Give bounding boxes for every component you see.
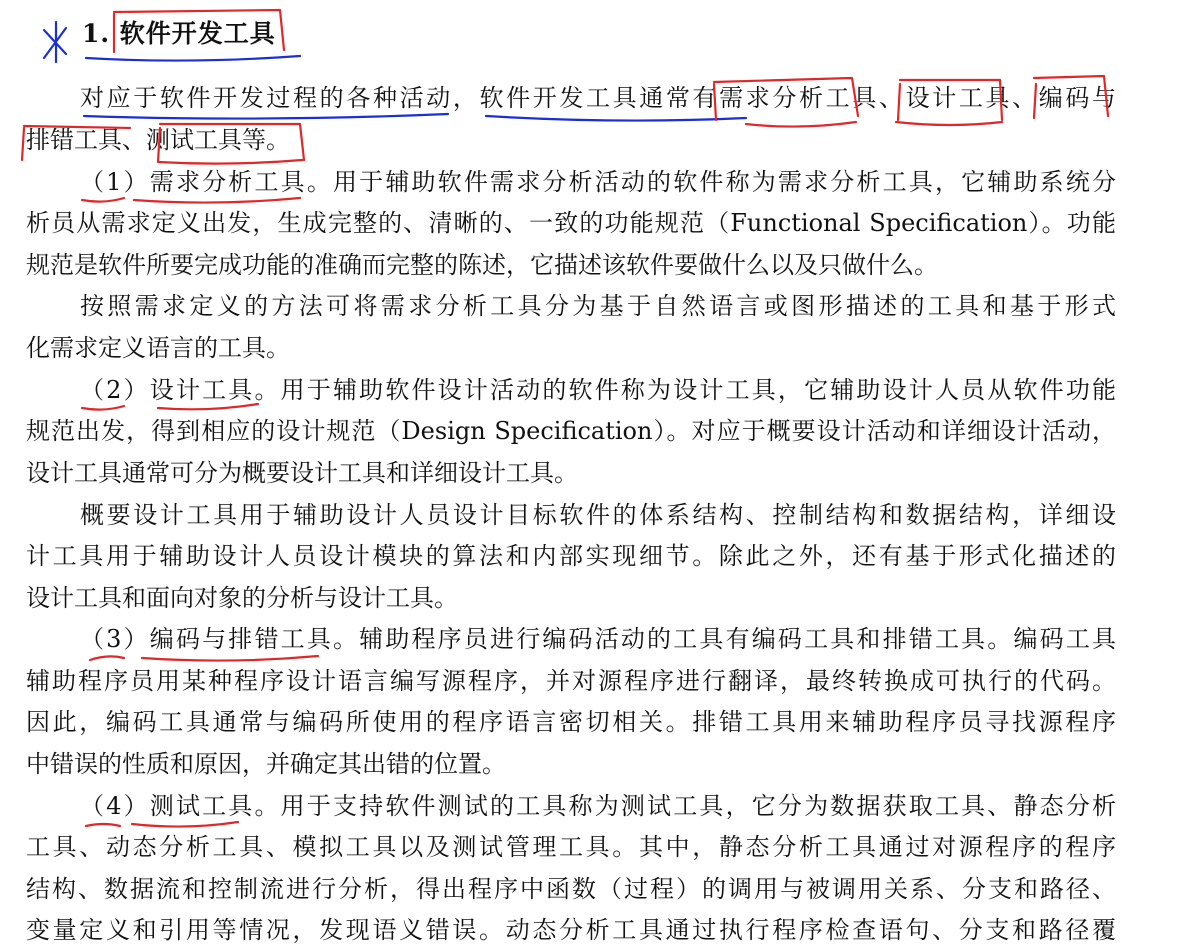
text-line: 化需求定义语言的工具。 bbox=[26, 334, 290, 362]
text-line: （1）需求分析工具。用于辅助软件需求分析活动的软件称为需求分析工具，它辅助系统分 bbox=[80, 168, 1116, 196]
blue-star-mark bbox=[44, 22, 66, 62]
text-line: 概要设计工具用于辅助设计人员设计目标软件的体系结构、控制结构和数据结构，详细设 bbox=[80, 501, 1116, 529]
text-line: 因此，编码工具通常与编码所使用的程序语言密切相关。排错工具用来辅助程序员寻找源程序 bbox=[26, 708, 1116, 736]
text-line: （2）设计工具。用于辅助软件设计活动的软件称为设计工具，它辅助设计人员从软件功能 bbox=[80, 376, 1116, 404]
text-line: 对应于软件开发过程的各种活动，软件开发工具通常有需求分析工具、设计工具、编码与 bbox=[80, 84, 1116, 112]
text-line: 辅助程序员用某种程序设计语言编写源程序，并对源程序进行翻译，最终转换成可执行的代码。 bbox=[26, 667, 1116, 695]
text-line: 设计工具和面向对象的分析与设计工具。 bbox=[26, 584, 458, 612]
text-line: 规范出发，得到相应的设计规范（Design Specification）。对应于概要设计活动和详细设计活动， bbox=[26, 417, 1116, 445]
text-line: 计工具用于辅助设计人员设计模块的算法和内部实现细节。除此之外，还有基于形式化描述的 bbox=[26, 542, 1116, 570]
text-line: （4）测试工具。用于支持软件测试的工具称为测试工具，它分为数据获取工具、静态分析 bbox=[80, 792, 1116, 820]
text-line: （3）编码与排错工具。辅助程序员进行编码活动的工具有编码工具和排错工具。编码工具 bbox=[80, 625, 1116, 653]
section-heading: 1. 软件开发工具 bbox=[82, 19, 276, 48]
text-line: 中错误的性质和原因，并确定其出错的位置。 bbox=[26, 750, 506, 778]
text-line: 规范是软件所要完成功能的准确而完整的陈述，它描述该软件要做什么以及只做什么。 bbox=[26, 251, 938, 279]
text-line: 设计工具通常可分为概要设计工具和详细设计工具。 bbox=[26, 459, 578, 487]
text-line: 结构、数据流和控制流进行分析，得出程序中函数（过程）的调用与被调用关系、分支和路径、 bbox=[26, 875, 1116, 903]
text-line: 变量定义和引用等情况，发现语义错误。动态分析工具通过执行程序检查语句、分支和路径覆 bbox=[26, 916, 1116, 944]
text-line: 排错工具、测试工具等。 bbox=[26, 126, 290, 154]
heading-underline bbox=[86, 56, 300, 61]
text-line: 按照需求定义的方法可将需求分析工具分为基于自然语言或图形描述的工具和基于形式 bbox=[80, 292, 1116, 320]
text-line: 析员从需求定义出发，生成完整的、清晰的、一致的功能规范（Functional Specification）。功能 bbox=[26, 209, 1116, 237]
text-line: 工具、动态分析工具、模拟工具以及测试管理工具。其中，静态分析工具通过对源程序的程序 bbox=[26, 833, 1116, 861]
